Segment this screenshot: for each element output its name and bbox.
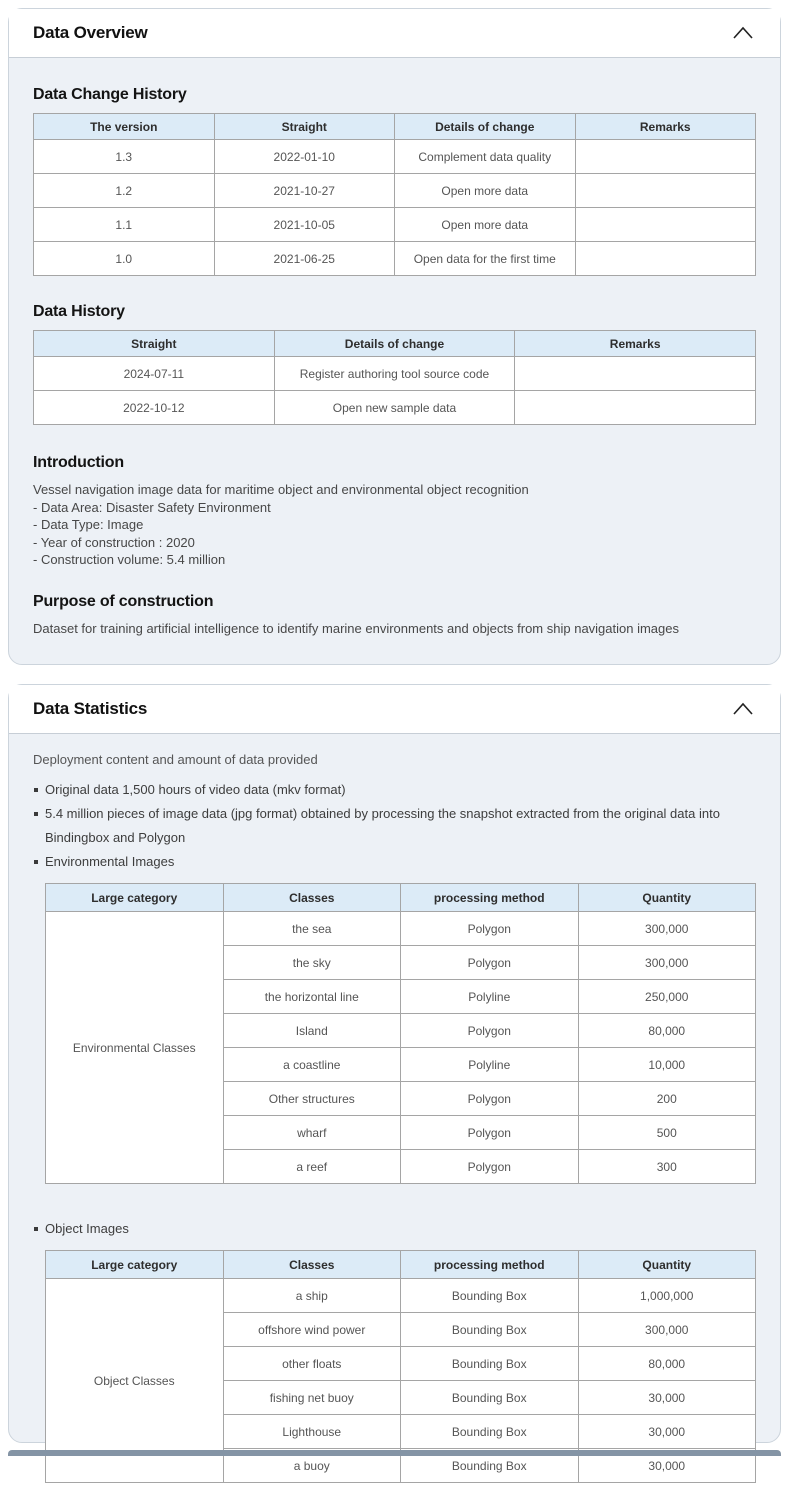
table-cell: Polygon: [401, 1150, 579, 1184]
table-cell: Polygon: [401, 1014, 579, 1048]
table-cell: Open more data: [395, 208, 576, 242]
table-header-row: [34, 114, 756, 140]
table-cell: a reef: [223, 1150, 401, 1184]
column-header: Classes: [223, 884, 401, 912]
table-cell: 30,000: [578, 1381, 756, 1415]
chevron-up-icon[interactable]: [730, 24, 756, 42]
table-cell: a buoy: [223, 1449, 401, 1483]
data-history-heading: Data History: [33, 303, 125, 320]
table-cell: Open more data: [395, 174, 576, 208]
table-cell: Open new sample data: [274, 391, 515, 425]
table-row: [34, 174, 756, 208]
table-header-row: [34, 331, 756, 357]
column-header: Straight: [214, 114, 395, 140]
table-cell: 1.0: [34, 242, 215, 276]
table-cell: [575, 208, 756, 242]
table-cell: 300,000: [578, 912, 756, 946]
introduction-text: [33, 481, 756, 569]
object-images-bullet: Object Images: [33, 1217, 756, 1241]
data-history-table: [33, 330, 756, 425]
table-cell: [515, 357, 756, 391]
table-cell: [575, 174, 756, 208]
table-cell: 30,000: [578, 1449, 756, 1483]
column-header: Quantity: [578, 884, 756, 912]
table-cell: 1.1: [34, 208, 215, 242]
category-cell: Environmental Classes: [46, 912, 224, 1184]
table-cell: Register authoring tool source code: [274, 357, 515, 391]
table-cell: the sky: [223, 946, 401, 980]
data-statistics-card: [8, 684, 781, 1473]
data-overview-header[interactable]: [9, 9, 780, 58]
table-row: [34, 242, 756, 276]
bullet-item: Original data 1,500 hours of video data (mkv format): [33, 778, 756, 802]
table-cell: Polygon: [401, 1082, 579, 1116]
column-header: Straight: [34, 331, 275, 357]
table-cell: fishing net buoy: [223, 1381, 401, 1415]
table-cell: Bounding Box: [401, 1415, 579, 1449]
text-line: Vessel navigation image data for maritime object and environmental object recognition: [33, 482, 529, 497]
purpose-text: Dataset for training artificial intelligence to identify marine environments and objects from ship navigation images: [33, 620, 679, 636]
table-cell: 2021-10-27: [214, 174, 395, 208]
table-cell: offshore wind power: [223, 1313, 401, 1347]
table-cell: 300,000: [578, 1313, 756, 1347]
bullet-item: 5.4 million pieces of image data (jpg format) obtained by processing the snapshot extracted from the original data into Bindingbox and Polygon: [33, 802, 756, 850]
column-header: Remarks: [515, 331, 756, 357]
table-cell: 300: [578, 1150, 756, 1184]
table-cell: [575, 242, 756, 276]
category-cell: Object Classes: [46, 1279, 224, 1483]
table-cell: Lighthouse: [223, 1415, 401, 1449]
table-cell: wharf: [223, 1116, 401, 1150]
table-header-row: [46, 884, 756, 912]
table-cell: the sea: [223, 912, 401, 946]
column-header: Details of change: [395, 114, 576, 140]
column-header: Details of change: [274, 331, 515, 357]
column-header: Large category: [46, 1251, 224, 1279]
table-cell: 10,000: [578, 1048, 756, 1082]
chevron-up-icon[interactable]: [730, 700, 756, 718]
text-line: - Data Type: Image: [33, 517, 144, 532]
table-cell: 80,000: [578, 1014, 756, 1048]
bullet-item: Environmental Images: [33, 850, 756, 874]
statistics-bullet-list: [33, 778, 756, 874]
table-cell: Polyline: [401, 1048, 579, 1082]
column-header: processing method: [401, 884, 579, 912]
table-cell: Other structures: [223, 1082, 401, 1116]
text-line: - Data Area: Disaster Safety Environment: [33, 499, 271, 515]
table-cell: 2022-01-10: [214, 140, 395, 174]
table-cell: [575, 140, 756, 174]
table-row: [46, 912, 756, 946]
column-header: processing method: [401, 1251, 579, 1279]
next-section-edge: [8, 1450, 781, 1456]
table-cell: 1,000,000: [578, 1279, 756, 1313]
table-cell: the horizontal line: [223, 980, 401, 1014]
change-history-table: [33, 113, 756, 276]
data-statistics-header[interactable]: [9, 685, 780, 734]
table-cell: [515, 391, 756, 425]
purpose-heading: Purpose of construction: [33, 592, 214, 610]
data-statistics-title: Data Statistics: [33, 699, 148, 718]
object-images-table: [45, 1250, 756, 1483]
table-cell: 30,000: [578, 1415, 756, 1449]
text-line: - Construction volume: 5.4 million: [33, 552, 226, 567]
column-header: The version: [34, 114, 215, 140]
table-cell: 80,000: [578, 1347, 756, 1381]
column-header: Remarks: [575, 114, 756, 140]
table-header-row: [46, 1251, 756, 1279]
table-cell: Polygon: [401, 1116, 579, 1150]
table-cell: 2022-10-12: [34, 391, 275, 425]
table-row: [34, 140, 756, 174]
column-header: Classes: [223, 1251, 401, 1279]
table-cell: 2021-06-25: [214, 242, 395, 276]
introduction-heading: Introduction: [33, 454, 124, 471]
table-row: [34, 357, 756, 391]
table-cell: Bounding Box: [401, 1347, 579, 1381]
data-overview-body: [9, 58, 780, 661]
table-cell: Polygon: [401, 912, 579, 946]
table-cell: Polyline: [401, 980, 579, 1014]
table-row: [34, 208, 756, 242]
table-row: [34, 391, 756, 425]
table-cell: 1.3: [34, 140, 215, 174]
table-cell: 250,000: [578, 980, 756, 1014]
table-cell: a ship: [223, 1279, 401, 1313]
change-history-heading: Data Change History: [33, 86, 187, 103]
table-cell: Complement data quality: [395, 140, 576, 174]
statistics-subtitle: Deployment content and amount of data provided: [33, 752, 318, 767]
table-cell: Bounding Box: [401, 1381, 579, 1415]
table-cell: 2024-07-11: [34, 357, 275, 391]
table-cell: a coastline: [223, 1048, 401, 1082]
data-overview-card: [8, 8, 781, 665]
table-cell: Open data for the first time: [395, 242, 576, 276]
data-statistics-body: [9, 734, 780, 1507]
table-row: [46, 1279, 756, 1313]
table-cell: Island: [223, 1014, 401, 1048]
table-cell: other floats: [223, 1347, 401, 1381]
environmental-images-table: [45, 883, 756, 1184]
table-cell: 200: [578, 1082, 756, 1116]
table-cell: 2021-10-05: [214, 208, 395, 242]
column-header: Quantity: [578, 1251, 756, 1279]
table-cell: Polygon: [401, 946, 579, 980]
table-cell: 300,000: [578, 946, 756, 980]
table-cell: 500: [578, 1116, 756, 1150]
data-overview-title: Data Overview: [33, 23, 148, 42]
table-cell: 1.2: [34, 174, 215, 208]
table-cell: Bounding Box: [401, 1449, 579, 1483]
table-cell: Bounding Box: [401, 1313, 579, 1347]
table-cell: Bounding Box: [401, 1279, 579, 1313]
text-line: - Year of construction : 2020: [33, 534, 195, 550]
column-header: Large category: [46, 884, 224, 912]
